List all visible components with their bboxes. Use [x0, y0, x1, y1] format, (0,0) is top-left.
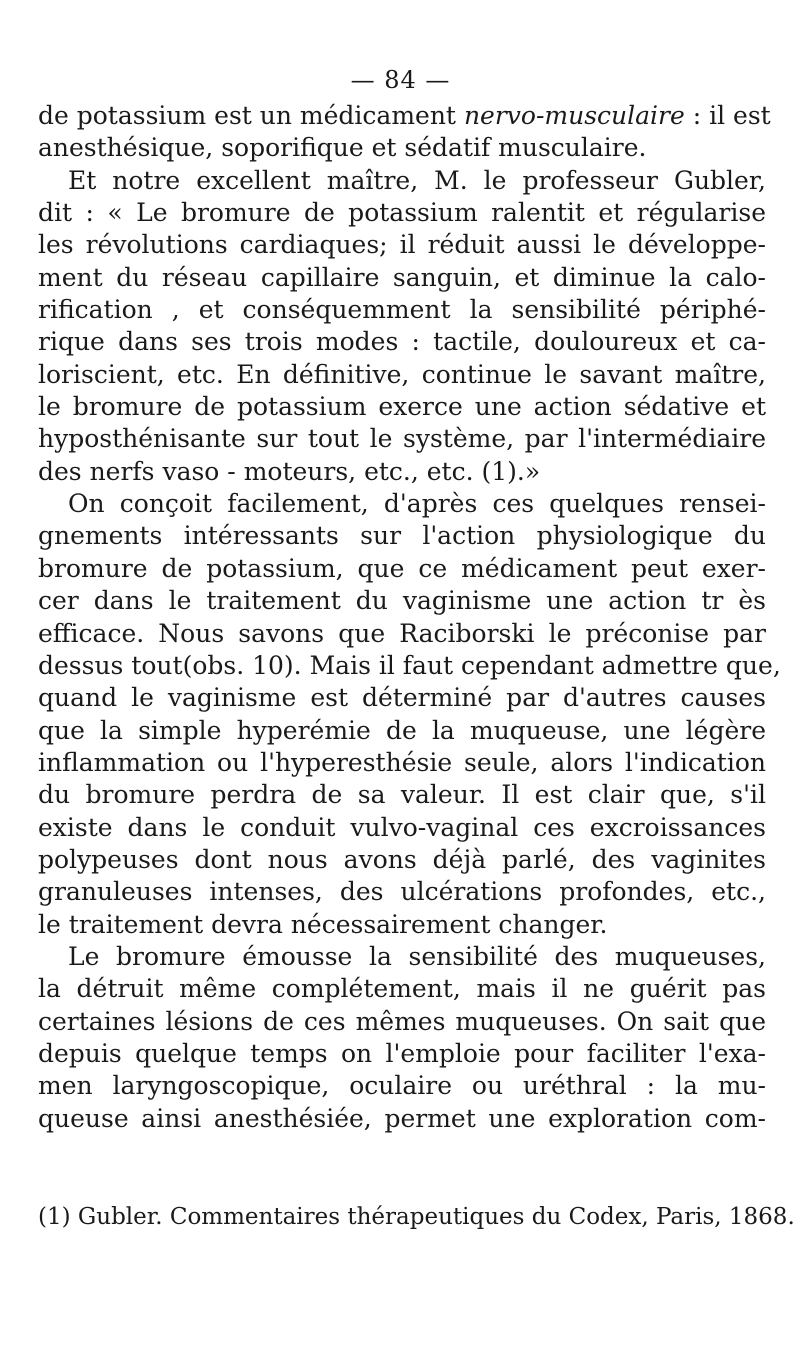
- text-line: des nerfs vaso - moteurs, etc., etc. (1).»: [38, 456, 541, 486]
- italic-term: nervo-musculaire: [463, 101, 685, 130]
- text-line: que la simple hyperémie de la muqueuse, une légère: [38, 715, 766, 745]
- text-line: inflammation ou l'hyperesthésie seule, alors l'indication: [38, 747, 766, 777]
- text-line: cer dans le traitement du vaginisme une action tr ès: [38, 586, 766, 616]
- paragraph: [38, 488, 781, 941]
- text-line: On conçoit facilement, d'après ces quelques rensei-: [68, 489, 766, 519]
- text-line: gnements intéressants sur l'action physiologique du: [38, 521, 766, 551]
- text-line: loriscient, etc. En définitive, continue le savant maître,: [38, 359, 766, 389]
- body-text: [38, 100, 781, 1135]
- text-line: les révolutions cardiaques; il réduit aussi le développe-: [38, 230, 766, 260]
- text-line: existe dans le conduit vulvo-vaginal ces excroissances: [38, 812, 766, 842]
- text-line: certaines lésions de ces mêmes muqueuses. On sait que: [38, 1006, 766, 1036]
- paragraph: [38, 941, 766, 1135]
- text-line: Et notre excellent maître, M. le professeur Gubler,: [68, 165, 766, 195]
- text-line: rique dans ses trois modes : tactile, douloureux et ca-: [38, 327, 766, 357]
- text-line: granuleuses intenses, des ulcérations profondes, etc.,: [38, 877, 766, 907]
- text-line: de potassium est un médicament nervo-musculaire : il est: [38, 101, 771, 130]
- text-line: ment du réseau capillaire sanguin, et diminue la calo-: [38, 262, 766, 292]
- text-line: dit : « Le bromure de potassium ralentit et régularise: [38, 198, 766, 228]
- text-line: le traitement devra nécessairement changer.: [38, 909, 608, 939]
- text-line: dessus tout(obs. 10). Mais il faut cependant admettre que,: [38, 650, 781, 680]
- text-line: rification , et conséquemment la sensibilité périphé-: [38, 295, 766, 325]
- text-line: anesthésique, soporifique et sédatif musculaire.: [38, 133, 647, 163]
- text-line: bromure de potassium, que ce médicament peut exer-: [38, 553, 766, 583]
- footnote: (1) Gubler. Commentaires thérapeutiques du Codex, Paris, 1868.: [38, 1204, 795, 1230]
- text-line: du bromure perdra de sa valeur. Il est clair que, s'il: [38, 780, 766, 810]
- text-line: hyposthénisante sur tout le système, par l'intermédiaire: [38, 424, 766, 454]
- text-line: quand le vaginisme est déterminé par d'autres causes: [38, 683, 766, 713]
- paragraph: [38, 100, 771, 165]
- text-line: men laryngoscopique, oculaire ou uréthral : la mu-: [38, 1071, 766, 1101]
- text-line: queuse ainsi anesthésiée, permet une exploration com-: [38, 1103, 766, 1133]
- text-line: depuis quelque temps on l'emploie pour faciliter l'exa-: [38, 1038, 766, 1068]
- text-line: la détruit même complétement, mais il ne guérit pas: [38, 974, 766, 1004]
- text-line: Le bromure émousse la sensibilité des muqueuses,: [68, 941, 766, 971]
- text-line: le bromure de potassium exerce une action sédative et: [38, 392, 766, 422]
- paragraph: [38, 165, 766, 488]
- page-number: — 84 —: [350, 66, 451, 94]
- text-line: polypeuses dont nous avons déjà parlé, des vaginites: [38, 844, 766, 874]
- text-line: efficace. Nous savons que Raciborski le préconise par: [38, 618, 766, 648]
